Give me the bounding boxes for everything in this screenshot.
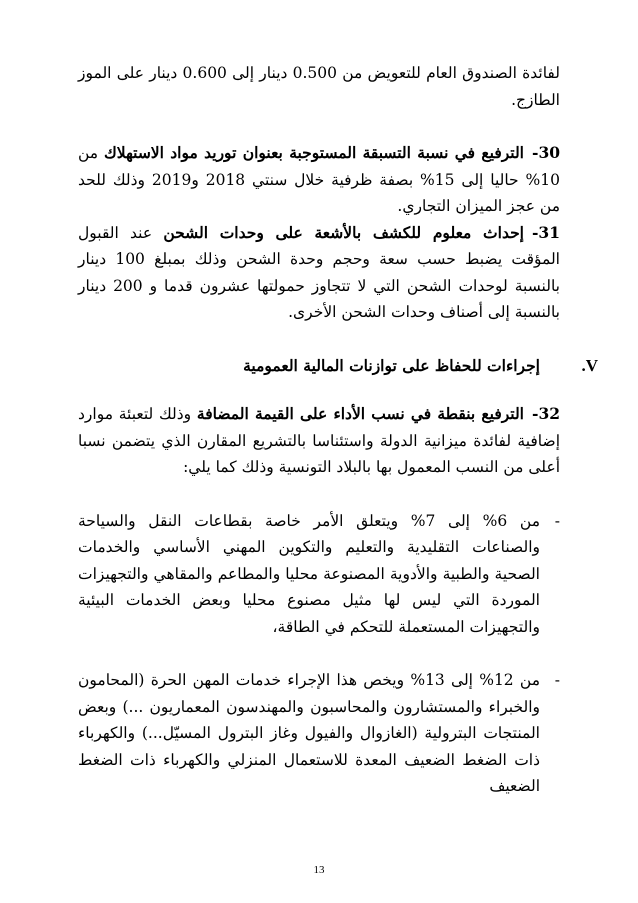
- bullet-marker: -: [554, 511, 560, 530]
- item-32-heading: الترفيع بنقطة في نسب الأداء على القيمة المضافة: [196, 404, 524, 423]
- intro-paragraph: لفائدة الصندوق العام للتعويض من 0.500 دينار إلى 0.600 دينار على الموز الطازج.: [78, 64, 560, 109]
- bullet-marker: -: [554, 671, 560, 689]
- bullet-item-1-text: من 6% إلى 7% ويتعلق الأمر خاصة بقطاعات النقل والسياحة والصناعات التقليدية والتعليم والتكوين المهني الأساسي والخدمات الصحية والطبية والأدوية المصنوعة محليا والمطاعم والمقاهي والتجهيزات الموردة التي ليس لها مثيل مصنوع محليا وبعض الخدمات البيئية والتجهيزات المستعملة للتحكم في الطاقة،: [78, 511, 541, 636]
- document-page: [78, 60, 598, 800]
- item-31-text: عند القبول المؤقت يضبط حسب سعة وحجم وحدة الشحن وذلك بمبلغ 100 دينار بالنسبة لوحدات الشحن التي لا تتجاوز حمولتها عشرون قدما و 200 دينار بالنسبة إلى أصناف وحدات الشحن الأخرى.: [78, 223, 560, 321]
- item-31-heading: إحداث معلوم للكشف بالأشعة على وحدات الشحن: [163, 222, 524, 242]
- item-32-number: 32-: [532, 404, 561, 423]
- item-32: [78, 401, 560, 481]
- section-v-numeral: .V: [581, 355, 598, 375]
- bullet-item-2-text: من 12% إلى 13% ويخص هذا الإجراء خدمات المهن الحرة (المحامون والخبراء والمستشارون والمحاسبون والمهندسون المعماريون ...) وبعض المنتجات البترولية (الغازوال والفيول وغاز البترول المسيّل...) والكهرباء ذات الضغط الضعيف المعدة للاستعمال المنزلي والكهرباء ذات الضغط الضعيف: [78, 671, 541, 795]
- section-v-heading: [78, 353, 598, 380]
- item-31: [78, 220, 560, 326]
- item-30-number: 30-: [532, 143, 561, 162]
- page-number: 13: [313, 864, 325, 876]
- section-v-title: إجراءات للحفاظ على توازنات المالية العمومية: [243, 355, 540, 375]
- bullet-item-1: [78, 508, 560, 641]
- item-31-number: 31-: [531, 222, 560, 242]
- item-32-text: وذلك لتعبئة موارد إضافية لفائدة ميزانية الدولة واستئناسا بالتشريع المقارن الذي يتضمن نسبا أعلى من النسب المعمول بها بالبلاد التونسية وذلك كما يلي:: [78, 405, 560, 476]
- item-30: [78, 140, 560, 220]
- bullet-item-2: [78, 667, 560, 800]
- item-30-heading: الترفيع في نسبة التسبقة المستوجبة بعنوان توريد مواد الاستهلاك: [103, 143, 524, 162]
- item-30-text: من 10% حاليا إلى 15% بصفة ظرفية خلال سنتي 2018 و2019 وذلك للحد من عجز الميزان التجاري.: [78, 144, 560, 215]
